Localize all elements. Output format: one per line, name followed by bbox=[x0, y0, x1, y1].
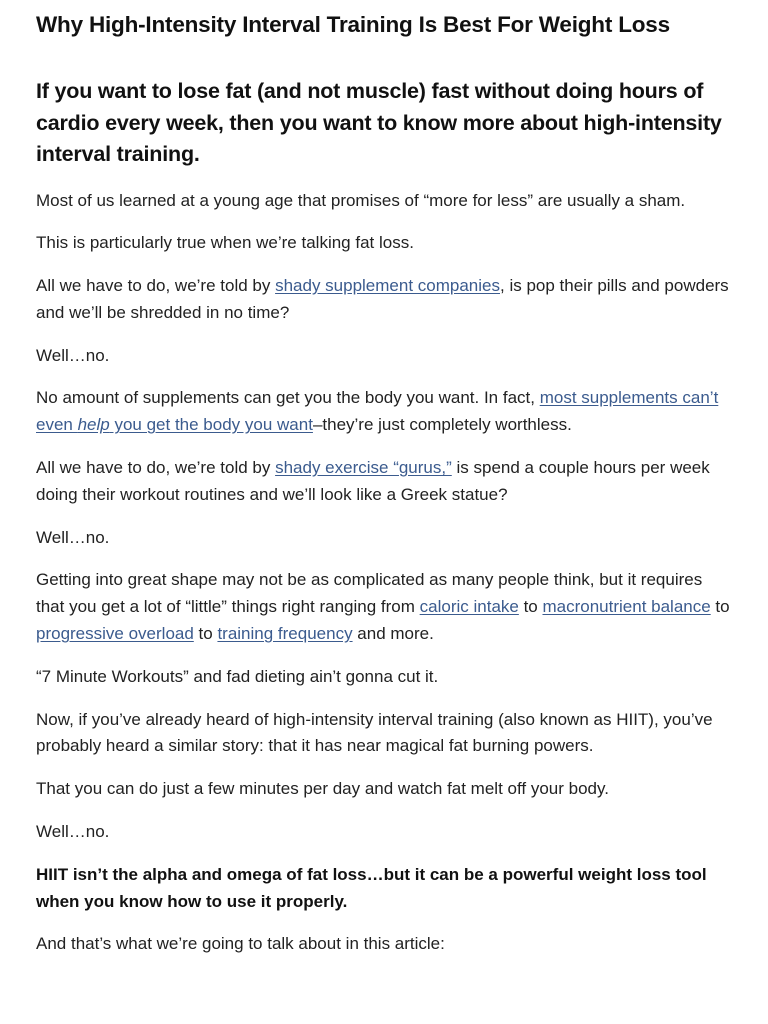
link-progressive-overload[interactable]: progressive overload bbox=[36, 624, 194, 644]
article-lead-heading: If you want to lose fat (and not muscle) fast without doing hours of cardio every week, then you want to know more about high-intensity interval training. bbox=[36, 79, 722, 166]
paragraph-text: to bbox=[518, 597, 543, 617]
paragraph-well-no-2: Well…no. bbox=[36, 527, 110, 547]
paragraph-hiit-story: Now, if you’ve already heard of high-intensity interval training (also known as HIIT), you’ve probably heard a similar story: that it has near magical fat burning powers. bbox=[36, 709, 713, 756]
paragraph-text: All we have to do, we’re told by bbox=[36, 276, 276, 296]
paragraph-well-no-3: Well…no. bbox=[36, 822, 110, 842]
paragraph-exercise-gurus bbox=[36, 455, 732, 509]
paragraph-text: Getting into great shape may not be as complicated as many people think, but it requires that you get a lot of “little” things right ranging from bbox=[36, 570, 703, 617]
paragraph-fat-loss: This is particularly true when we’re talking fat loss. bbox=[36, 233, 414, 253]
paragraph-fat-melt: That you can do just a few minutes per day and watch fat melt off your body. bbox=[36, 779, 609, 799]
article-title: Why High-Intensity Interval Training Is Best For Weight Loss bbox=[36, 12, 670, 37]
paragraph-text: , is pop their pills and powders and we’ll be shredded in no time? bbox=[36, 276, 729, 322]
paragraph-7-minute-workouts: “7 Minute Workouts” and fad dieting ain’t gonna cut it. bbox=[36, 666, 439, 686]
paragraph-hiit-alpha-omega: HIIT isn’t the alpha and omega of fat loss…but it can be a powerful weight loss tool when you know how to use it properly. bbox=[36, 864, 707, 911]
link-shady-exercise-gurus[interactable]: shady exercise “gurus,” bbox=[275, 458, 452, 478]
paragraph-text: to bbox=[710, 597, 730, 617]
paragraph-text: to bbox=[193, 624, 218, 644]
link-shady-supplement-companies[interactable]: shady supplement companies bbox=[275, 276, 500, 296]
paragraph-text: is spend a couple hours per week doing their workout routines and we’ll look like a Greek statue? bbox=[36, 458, 710, 504]
link-text: you get the body you want bbox=[109, 415, 313, 435]
paragraph-more-for-less: Most of us learned at a young age that promises of “more for less” are usually a sham. bbox=[36, 190, 686, 210]
paragraph-well-no-1: Well…no. bbox=[36, 345, 110, 365]
link-text: most supplements can’t even bbox=[36, 388, 719, 435]
paragraph-text: –they’re just completely worthless. bbox=[312, 415, 572, 435]
link-training-frequency[interactable]: training frequency bbox=[217, 624, 353, 644]
paragraph-little-things bbox=[36, 567, 732, 647]
link-macronutrient-balance[interactable]: macronutrient balance bbox=[542, 597, 711, 617]
paragraph-supplements-worthless bbox=[36, 385, 732, 439]
link-caloric-intake[interactable]: caloric intake bbox=[419, 597, 519, 617]
paragraph-article-intro: And that’s what we’re going to talk about in this article: bbox=[36, 934, 445, 954]
paragraph-text: All we have to do, we’re told by bbox=[36, 458, 276, 478]
paragraph-supplement-companies bbox=[36, 273, 732, 327]
link-emphasis-text: help bbox=[77, 415, 110, 435]
article bbox=[36, 0, 732, 958]
paragraph-text: and more. bbox=[352, 624, 434, 644]
paragraph-text: No amount of supplements can get you the body you want. In fact, bbox=[36, 388, 540, 408]
